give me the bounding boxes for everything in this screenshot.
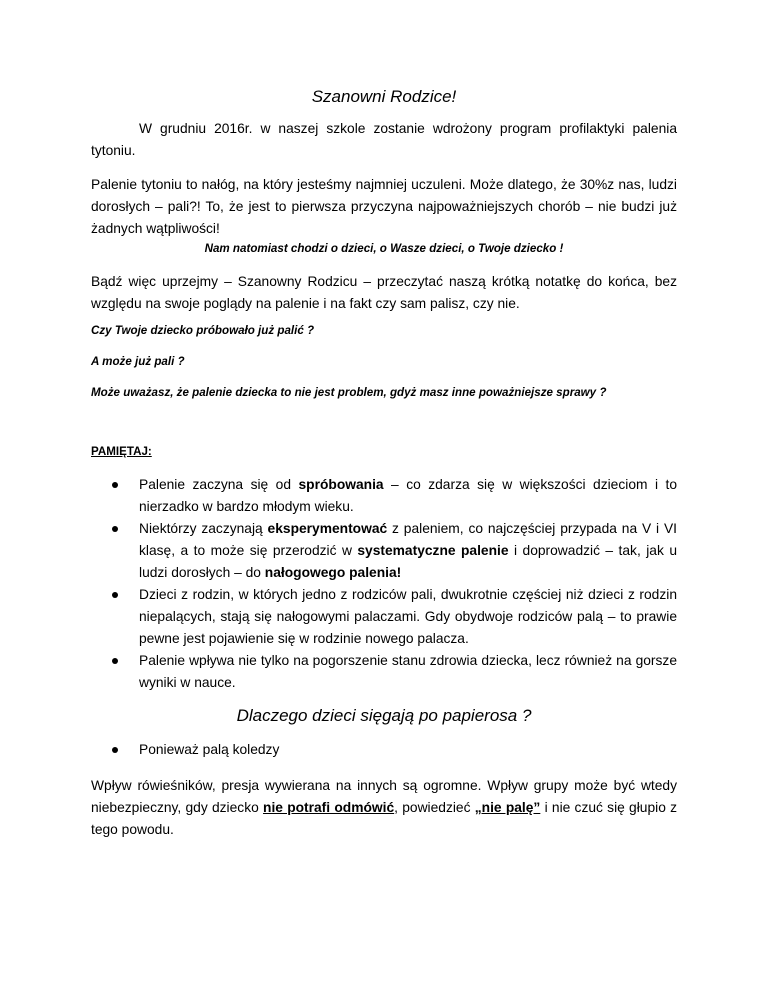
intro-paragraph: W grudniu 2016r. w naszej szkole zostanie wdrożony program profilaktyki palenia tytoniu. <box>91 121 677 158</box>
bullet-icon <box>112 482 118 488</box>
bullet-icon <box>112 526 118 532</box>
list-item <box>91 739 677 761</box>
list-item <box>91 584 677 650</box>
list-item-text: Palenie wpływa nie tylko na pogorszenie stanu zdrowia dziecka, lecz również na gorsze wyniki w nauce. <box>139 653 677 690</box>
list-item-text: Dzieci z rodzin, w których jedno z rodziców pali, dwukrotnie częściej niż dzieci z rodzin niepalących, stają się nałogowymi palaczami. Gdy obydwoje rodziców palą – to prawie pewne jest pojawienie się w rodzinie nowego palacza. <box>139 587 677 646</box>
list-item-text: Palenie zaczyna się od spróbowania – co zdarza się w większości dzieciom i to nierzadko w bardzo młodym wieku. <box>139 477 677 514</box>
bullet-icon <box>112 658 118 664</box>
question-3: Może uważasz, że palenie dziecka to nie jest problem, gdyż masz inne poważniejsze sprawy ? <box>91 386 607 399</box>
paragraph-request: Bądź więc uprzejmy – Szanowny Rodzicu – przeczytać naszą krótką notatkę do końca, bez względu na swoje poglądy na palenie i na fakt czy sam palisz, czy nie. <box>91 274 677 311</box>
question-2: A może już pali ? <box>91 355 185 368</box>
emphasis-line: Nam natomiast chodzi o dzieci, o Wasze dzieci, o Twoje dziecko ! <box>204 242 564 255</box>
list-item-text: Ponieważ palą koledzy <box>139 742 280 757</box>
bullet-icon <box>112 592 118 598</box>
section-heading: Dlaczego dzieci sięgają po papierosa ? <box>236 706 532 725</box>
underlined-phrase: nie potrafi odmówić <box>263 800 395 815</box>
list-item-text: Niektórzy zaczynają eksperymentować z paleniem, co najczęściej przypada na V i VI klasę, a to może się przerodzić w systematyczne palenie i doprowadzić – tak, jak u ludzi dorosłych – do nałogowego palenia! <box>139 521 678 580</box>
list-item <box>91 518 677 584</box>
bullet-icon <box>112 747 118 753</box>
remember-label: PAMIĘTAJ: <box>91 445 152 458</box>
page-title: Szanowni Rodzice! <box>311 87 457 106</box>
paragraph-smoking-addiction: Palenie tytoniu to nałóg, na który jesteśmy najmniej uczuleni. Może dlatego, że 30%z nas, ludzi dorosłych – pali?! To, że jest to pierwsza przyczyna najpoważniejszych chorób – nie budzi już żadnych wątpliwości! <box>91 177 677 236</box>
underlined-phrase: „nie palę” <box>474 800 541 815</box>
list-item <box>91 650 677 694</box>
list-item <box>91 474 677 518</box>
paragraph-peer-pressure: Wpływ rówieśników, presja wywierana na innych są ogromne. Wpływ grupy może być wtedy niebezpieczny, gdy dziecko nie potrafi odmówić, powiedzieć „nie palę” i nie czuć się głupio z tego powodu. <box>91 778 678 837</box>
question-1: Czy Twoje dziecko próbowało już palić ? <box>91 324 315 337</box>
